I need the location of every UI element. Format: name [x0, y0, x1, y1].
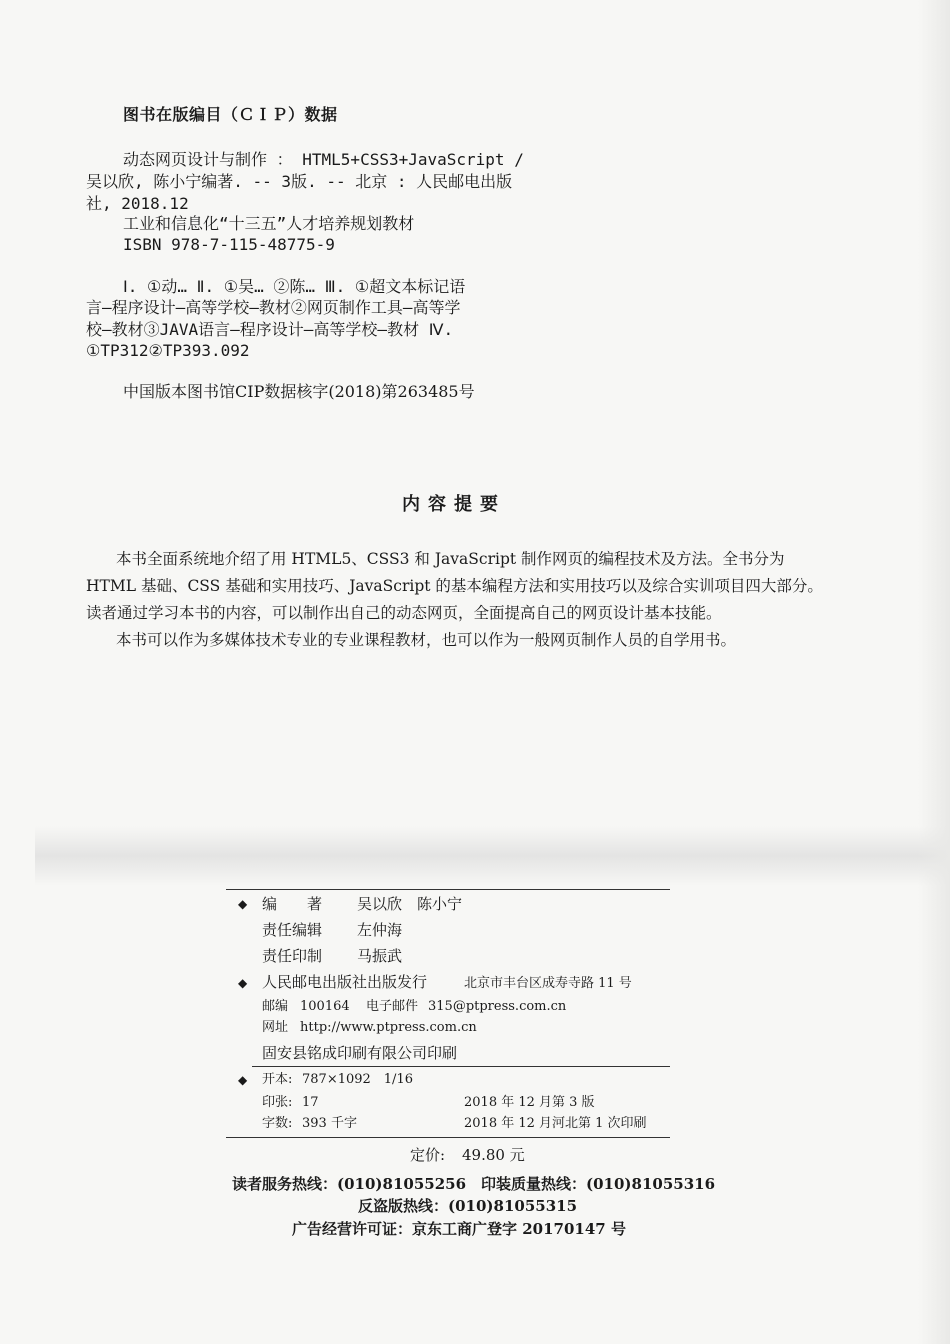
imprint-bottom-rule — [226, 1137, 670, 1138]
summary-title: 内容提要 — [402, 494, 506, 515]
cip-record: 中国版本图书馆CIP数据核字(2018)第263485号 — [123, 382, 475, 401]
postcode-label: 邮编 — [262, 999, 289, 1014]
cip-class-line-2: 言—程序设计—高等学校—教材②网页制作工具—高等学 — [86, 298, 461, 317]
website-label: 网址 — [262, 1020, 289, 1035]
postcode: 100164 — [300, 999, 350, 1014]
responsible-editor-label: 责任编辑 — [262, 921, 323, 939]
price: 49.80 元 — [462, 1146, 525, 1164]
cip-title-line-1: 动态网页设计与制作 ： HTML5+CSS3+JavaScript / — [123, 150, 524, 169]
printer: 固安县铭成印刷有限公司印刷 — [262, 1044, 458, 1062]
edition: 2018 年 12 月第 3 版 — [464, 1095, 595, 1110]
responsible-printing-label: 责任印制 — [262, 947, 323, 965]
imprint-top-rule — [226, 889, 670, 890]
price-label: 定价: — [410, 1146, 446, 1164]
cip-heading: 图书在版编目（ＣＩＰ）数据 — [123, 105, 338, 124]
diamond-bullet-icon: ◆ — [238, 897, 248, 911]
email: 315@ptpress.com.cn — [428, 999, 567, 1014]
cip-title-line-4: 工业和信息化“十三五”人才培养规划教材 — [123, 214, 415, 233]
printing: 2018 年 12 月河北第 1 次印刷 — [464, 1116, 647, 1131]
website: http://www.ptpress.com.cn — [300, 1020, 477, 1035]
page-scuff — [35, 826, 950, 886]
cip-class-line-4: ①TP312②TP393.092 — [86, 341, 250, 360]
cip-title-line-3: 社, 2018.12 — [86, 194, 189, 213]
sheets: 17 — [302, 1095, 319, 1110]
cip-isbn: ISBN 978-7-115-48775-9 — [123, 235, 335, 254]
imprint-mid-rule — [252, 1066, 670, 1067]
editors-label: 编 著 — [262, 895, 323, 913]
summary-paragraph-2: 本书可以作为多媒体技术专业的专业课程教材，也可以作为一般网页制作人员的自学用书。 — [116, 631, 737, 649]
publisher-address: 北京市丰台区成寿寺路 11 号 — [464, 976, 632, 991]
responsible-printing: 马振武 — [357, 947, 403, 965]
format-label: 开本: — [262, 1072, 293, 1087]
words: 393 千字 — [302, 1116, 357, 1131]
format: 787×1092 1/16 — [302, 1072, 413, 1087]
cip-class-line-1: Ⅰ. ①动… Ⅱ. ①吴… ②陈… Ⅲ. ①超文本标记语 — [123, 277, 466, 296]
email-label: 电子邮件 — [366, 999, 419, 1014]
responsible-editor: 左仲海 — [357, 921, 403, 939]
service-hotlines: 读者服务热线：(010)81055256 印装质量热线：(010)81055316 — [232, 1175, 716, 1193]
diamond-bullet-icon: ◆ — [238, 1073, 248, 1087]
page-edge-shadow — [918, 0, 950, 1344]
editors: 吴以欣 陈小宁 — [357, 895, 463, 913]
sheets-label: 印张: — [262, 1095, 293, 1110]
words-label: 字数: — [262, 1116, 293, 1131]
cip-class-line-3: 校—教材③JAVA语言—程序设计—高等学校—教材 Ⅳ. — [86, 320, 454, 339]
publisher: 人民邮电出版社出版发行 — [262, 973, 428, 991]
anti-piracy-hotline: 反盗版热线：(010)81055315 — [358, 1197, 578, 1215]
diamond-bullet-icon: ◆ — [238, 976, 248, 990]
ad-license: 广告经营许可证：京东工商广登字 20170147 号 — [292, 1220, 626, 1238]
cip-title-line-2: 吴以欣, 陈小宁编著. -- 3版. -- 北京 : 人民邮电出版 — [86, 172, 513, 191]
summary-paragraph-1: 本书全面系统地介绍了用 HTML5、CSS3 和 JavaScript 制作网页的编程技术及方法。全书分为 HTML 基础、CSS 基础和实用技巧、JavaScript 的基本编程方法和实用技巧以及综合实训项目四大部分。读者通过学习本书的内容，可以制作出自己的动态网页，全面提高自己的网页设计基本技能。 — [86, 550, 823, 622]
